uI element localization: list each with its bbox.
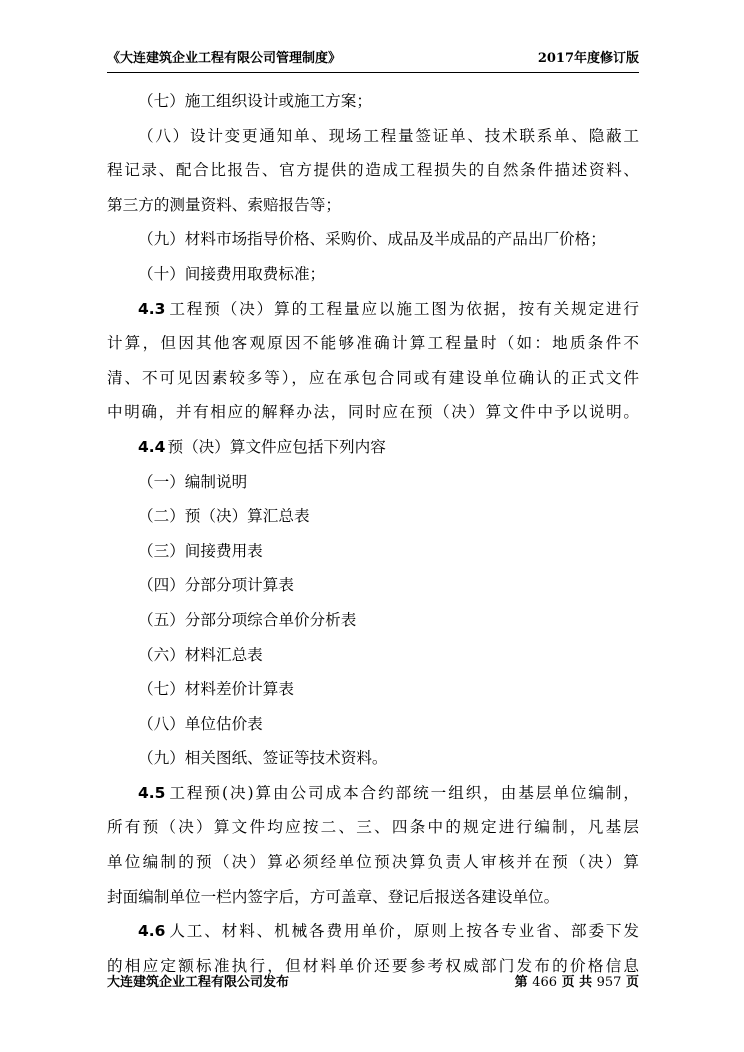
list-item: （十）间接费用取费标准； xyxy=(138,264,326,283)
section-4-4-line xyxy=(107,430,639,465)
paragraph-line: 清、不可见因素较多等），应在承包合同或有建设单位确认的正式文件 xyxy=(107,368,639,387)
header-edition: 2017年度修订版 xyxy=(537,51,639,66)
list-item: （二）预（决）算汇总表 xyxy=(138,507,310,526)
list-item: （九）材料市场指导价格、采购价、成品及半成品的产品出厂价格； xyxy=(138,230,606,249)
section-text: 预（决）算文件应包括下列内容 xyxy=(167,437,386,456)
list-item: （九）相关图纸、签证等技术资料。 xyxy=(138,749,388,768)
body-text xyxy=(107,84,639,983)
section-4-6-line xyxy=(107,914,639,949)
list-item: （七）材料差价计算表 xyxy=(138,680,294,699)
paragraph-line: 单位编制的预（决）算必须经单位预决算负责人审核并在预（决）算 xyxy=(107,853,639,872)
section-text: 人工、材料、机械各费用单价，原则上按各专业省、部委下发 xyxy=(167,922,639,941)
section-number: 4.4 xyxy=(138,437,166,456)
list-item: （五）分部分项综合单价分析表 xyxy=(138,610,357,629)
section-text: 工程预(决)算由公司成本合约部统一组织，由基层单位编制， xyxy=(167,783,639,802)
page-mid: 页 共 xyxy=(561,975,593,990)
page-suffix: 页 xyxy=(625,975,639,990)
page-prefix: 第 xyxy=(514,975,528,990)
paragraph-line: 封面编制单位一栏内签字后，方可盖章、登记后报送各建设单位。 xyxy=(107,887,560,906)
list-item: （八）单位估价表 xyxy=(138,714,263,733)
page-header xyxy=(107,50,639,73)
paragraph-line: 第三方的测量资料、索赔报告等； xyxy=(107,195,341,214)
list-item: （三）间接费用表 xyxy=(138,541,263,560)
section-4-5-line xyxy=(107,776,639,811)
paragraph-line: 程记录、配合比报告、官方提供的造成工程损失的自然条件描述资料、 xyxy=(107,161,639,180)
paragraph-line: 中明确，并有相应的解释办法，同时应在预（决）算文件中予以说明。 xyxy=(107,403,639,422)
page-counter xyxy=(515,974,639,992)
total-page-number: 957 xyxy=(596,975,622,990)
list-item: （六）材料汇总表 xyxy=(138,645,263,664)
list-item: （四）分部分项计算表 xyxy=(138,576,294,595)
paragraph-line: 所有预（决）算文件均应按二、三、四条中的规定进行编制，凡基层 xyxy=(107,818,639,837)
section-number: 4.3 xyxy=(138,299,166,318)
paragraph-line: （八）设计变更通知单、现场工程量签证单、技术联系单、隐蔽工 xyxy=(138,126,639,145)
paragraph-line: 的相应定额标准执行，但材料单价还要参考权威部门发布的价格信息 xyxy=(107,956,639,975)
header-document-title: 《大连建筑企业工程有限公司管理制度》 xyxy=(107,51,342,66)
page-footer xyxy=(107,974,639,994)
list-item: （一）编制说明 xyxy=(138,472,248,491)
list-item: （七）施工组织设计或施工方案； xyxy=(138,92,372,110)
section-number: 4.5 xyxy=(138,783,166,802)
footer-publisher: 大连建筑企业工程有限公司发布 xyxy=(107,975,290,990)
section-text: 工程预（决）算的工程量应以施工图为依据，按有关规定进行 xyxy=(167,299,639,318)
section-4-3-line xyxy=(107,292,639,327)
current-page-number: 466 xyxy=(532,975,558,990)
section-number: 4.6 xyxy=(138,922,166,941)
paragraph-line: 计算，但因其他客观原因不能够准确计算工程量时（如：地质条件不 xyxy=(107,334,639,353)
